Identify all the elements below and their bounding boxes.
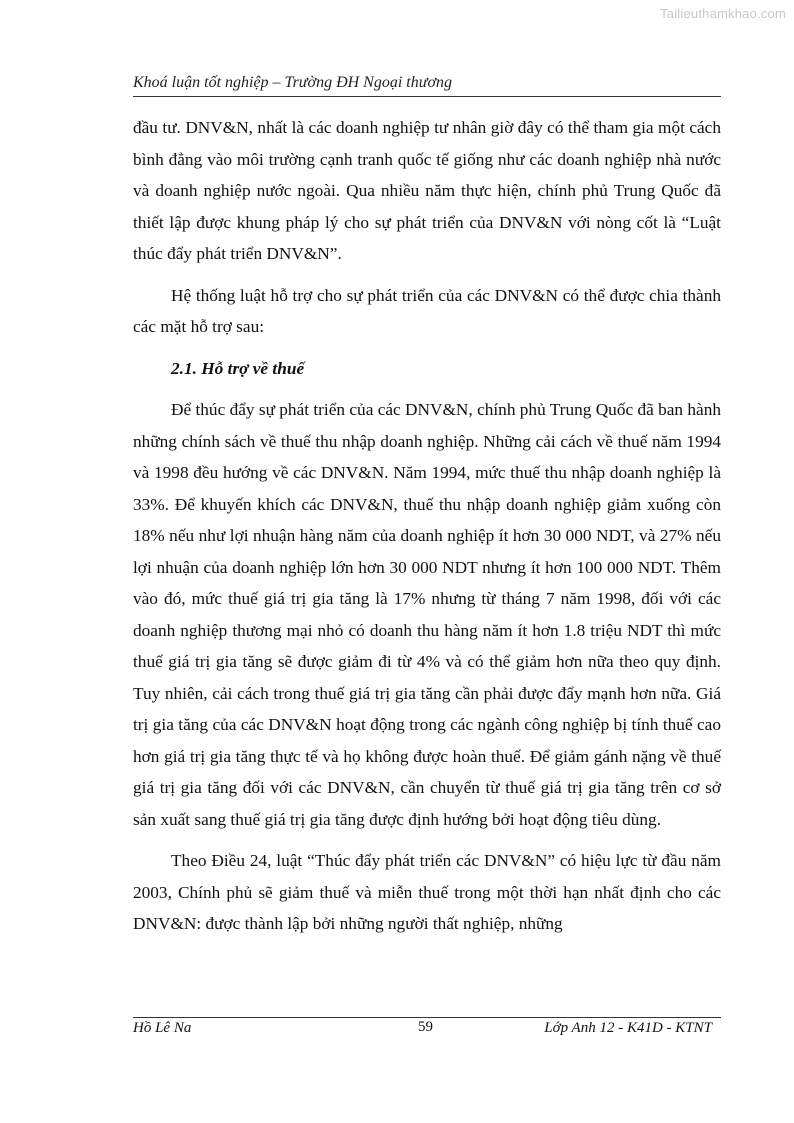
watermark: Tailieuthamkhao.com xyxy=(660,6,786,21)
footer-author: Hồ Lê Na xyxy=(133,1020,192,1036)
body-paragraph: Hệ thống luật hỗ trợ cho sự phát triển của các DNV&N có thể được chia thành các mặt hỗ trợ sau: xyxy=(133,285,721,336)
body-paragraph: đầu tư. DNV&N, nhất là các doanh nghiệp tư nhân giờ đây có thể tham gia một cách bình đẳng vào môi trường cạnh tranh quốc tế giống như các doanh nghiệp nhà nước và doanh nghiệp nước ngoài. Qua nhiều năm thực hiện, chính phủ Trung Quốc đã thiết lập được khung pháp lý cho sự phát triển của DNV&N với nòng cốt là “Luật thúc đẩy phát triển DNV&N”. xyxy=(133,118,721,263)
footer-class-info: Lớp Anh 12 - K41D - KTNT xyxy=(544,1020,712,1036)
page-number: 59 xyxy=(418,1019,433,1035)
section-heading: 2.1. Hỗ trợ về thuế xyxy=(171,358,305,378)
page-body xyxy=(133,112,721,940)
header-divider xyxy=(133,96,721,97)
body-paragraph: Theo Điều 24, luật “Thúc đẩy phát triển các DNV&N” có hiệu lực từ đầu năm 2003, Chính phủ sẽ giảm thuế và miễn thuế trong một thời hạn nhất định cho các DNV&N: được thành lập bởi những người thất nghiệp, những xyxy=(133,851,721,933)
footer-divider xyxy=(133,1017,721,1018)
body-paragraph: Để thúc đẩy sự phát triển của các DNV&N, chính phủ Trung Quốc đã ban hành những chính sách về thuế thu nhập doanh nghiệp. Những cải cách về thuế năm 1994 và 1998 đều hướng về các DNV&N. Năm 1994, mức thuế thu nhập doanh nghiệp là 33%. Để khuyến khích các DNV&N, thuế thu nhập doanh nghiệp giảm xuống còn 18% nếu như lợi nhuận hàng năm của doanh nghiệp ít hơn 30 000 NDT, và 27% nếu lợi nhuận của doanh nghiệp lớn hơn 30 000 NDT nhưng ít hơn 100 000 NDT. Thêm vào đó, mức thuế giá trị gia tăng là 17% nhưng từ tháng 7 năm 1998, đối với các doanh nghiệp thương mại nhỏ có doanh thu hàng năm ít hơn 1.8 triệu NDT thì mức thuế giá trị gia tăng sẽ được giảm đi từ 4% và có thể giảm hơn nữa theo quy định. Tuy nhiên, cải cách trong thuế giá trị gia tăng cần phải được đẩy mạnh hơn nữa. Giá trị gia tăng của các DNV&N hoạt động trong các ngành công nghiệp bị tính thuế cao hơn giá trị gia tăng thực tế và họ không được hoàn thuế. Để giảm gánh nặng về thuế giá trị gia tăng đối với các DNV&N, cần chuyển từ thuế giá trị gia tăng trên cơ sở sản xuất sang thuế giá trị gia tăng được định hướng bởi hoạt động tiêu dùng. xyxy=(133,400,721,829)
running-header: Khoá luận tốt nghiệp – Trường ĐH Ngoại thương xyxy=(133,74,452,91)
